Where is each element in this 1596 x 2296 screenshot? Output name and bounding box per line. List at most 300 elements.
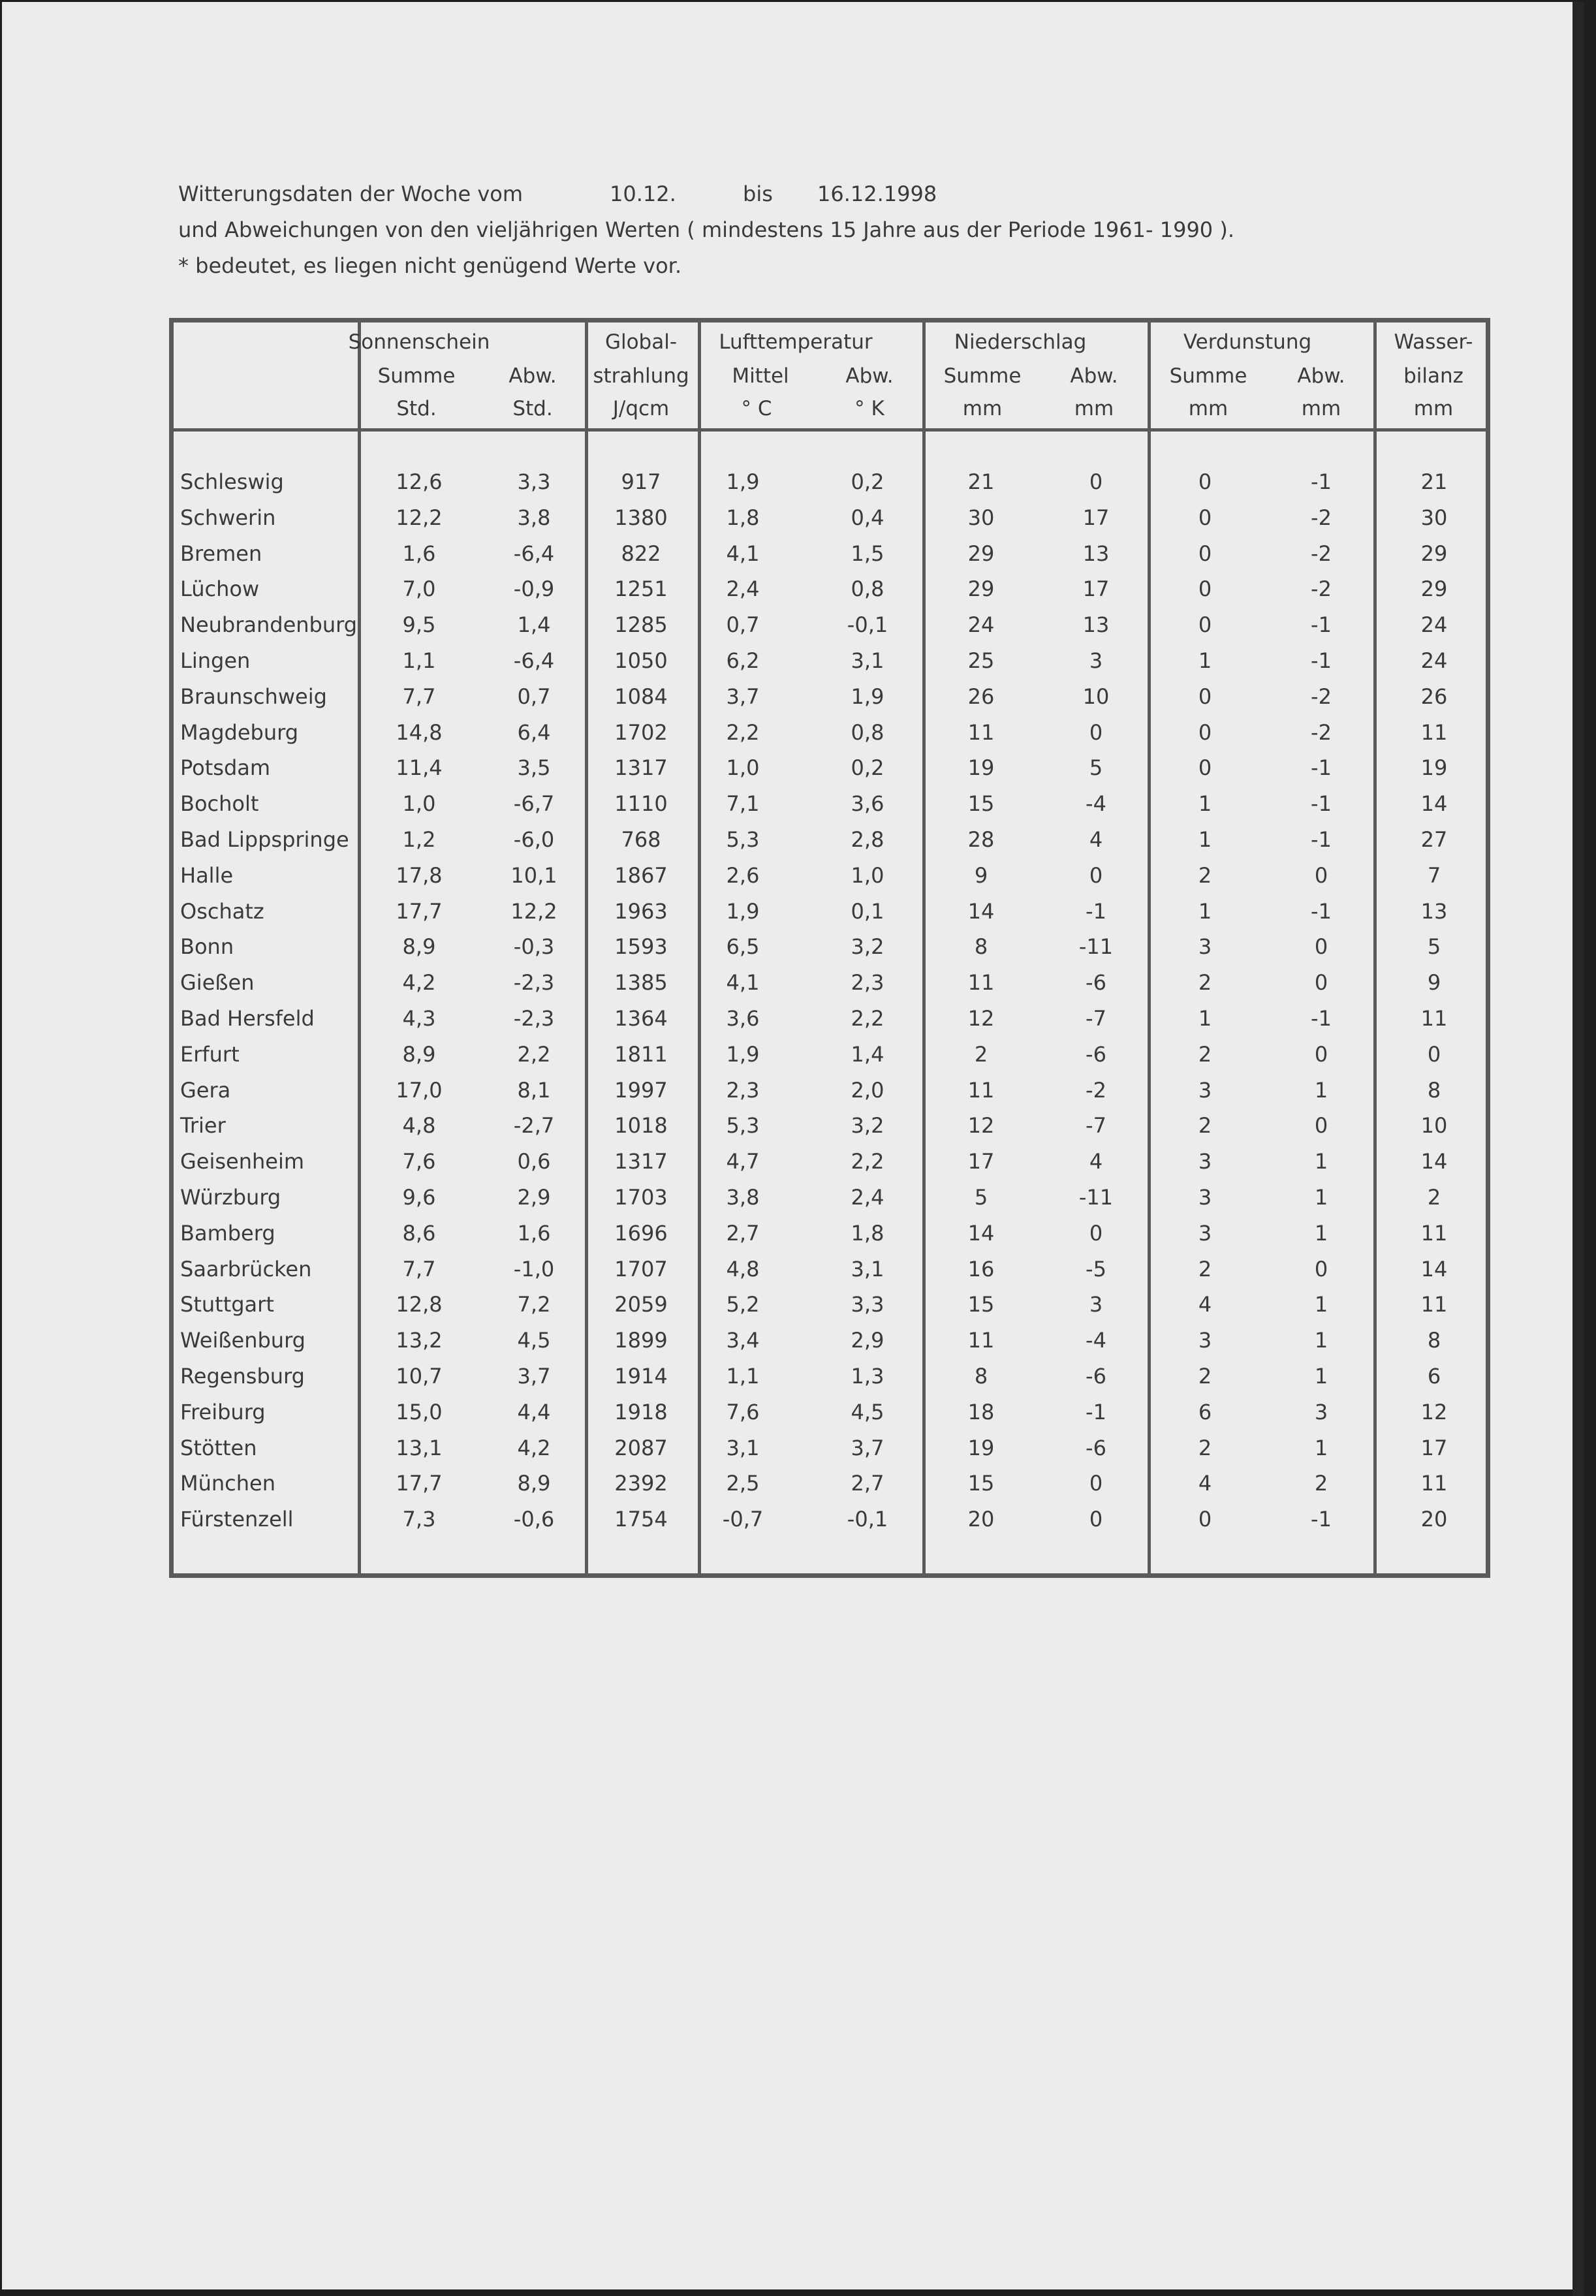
table-cell: 14 bbox=[967, 898, 995, 924]
table-cell: 26 bbox=[1420, 684, 1448, 709]
table-cell: -0,1 bbox=[847, 1507, 888, 1532]
table-cell: 0 bbox=[1198, 505, 1212, 530]
header-line-2: und Abweichungen von den vieljährigen Werten ( mindestens 15 Jahre aus der Periode 1961- 1990 ). bbox=[178, 217, 1234, 242]
table-cell: 1918 bbox=[614, 1399, 668, 1424]
table-cell: 7,7 bbox=[402, 1256, 436, 1282]
table-cell: 6,5 bbox=[726, 934, 760, 960]
table-cell: -2 bbox=[1311, 541, 1332, 566]
table-cell: 19 bbox=[1420, 755, 1448, 781]
table-cell: -1 bbox=[1311, 827, 1332, 852]
table-cell: 1963 bbox=[614, 898, 668, 924]
table-cell: 24 bbox=[1420, 612, 1448, 638]
table-cell: 2,7 bbox=[726, 1220, 760, 1246]
table-cell: 0 bbox=[1198, 541, 1212, 566]
table-cell: 1,1 bbox=[726, 1364, 760, 1389]
table-cell: 10 bbox=[1420, 1113, 1448, 1139]
table-cell: 1110 bbox=[614, 791, 668, 817]
table-cell: 11 bbox=[1420, 1220, 1448, 1246]
table-cell: 11 bbox=[1420, 1006, 1448, 1031]
table-cell: 14 bbox=[1420, 1256, 1448, 1282]
table-cell: -0,3 bbox=[513, 934, 555, 960]
table-cell: 1,0 bbox=[402, 791, 436, 817]
table-cell: 1 bbox=[1314, 1435, 1328, 1460]
table-cell: -6 bbox=[1086, 1041, 1106, 1067]
table-cell: 7,1 bbox=[726, 791, 760, 817]
table-cell: 12,6 bbox=[396, 469, 443, 494]
table-cell: 14 bbox=[1420, 791, 1448, 817]
table-cell: 8,9 bbox=[517, 1471, 551, 1496]
table-cell: 2 bbox=[1198, 1364, 1212, 1389]
table-cell: 17,7 bbox=[396, 898, 443, 924]
station-name: Gießen bbox=[180, 970, 255, 996]
table-cell: -2 bbox=[1311, 719, 1332, 745]
table-cell: 7,2 bbox=[517, 1292, 551, 1317]
table-cell: 3,3 bbox=[517, 469, 551, 494]
table-cell: 4 bbox=[1198, 1471, 1212, 1496]
table-cell: 7,3 bbox=[402, 1507, 436, 1532]
group-lufttemperatur: Lufttemperatur bbox=[719, 330, 873, 354]
table-cell: 3,6 bbox=[726, 1006, 760, 1031]
table-cell: 2,2 bbox=[851, 1006, 884, 1031]
station-name: Lüchow bbox=[180, 576, 260, 602]
table-cell: 10,7 bbox=[396, 1364, 443, 1389]
table-cell: 25 bbox=[967, 648, 995, 673]
unit-degc: ° C bbox=[741, 397, 772, 420]
unit-mm: mm bbox=[962, 397, 1003, 420]
table-cell: 6 bbox=[1427, 1364, 1441, 1389]
table-cell: 4,2 bbox=[517, 1435, 551, 1460]
column-divider bbox=[698, 322, 701, 1573]
table-cell: 1 bbox=[1198, 1006, 1212, 1031]
table-cell: 1 bbox=[1198, 827, 1212, 852]
table-cell: 28 bbox=[967, 827, 995, 852]
table-cell: 19 bbox=[967, 1435, 995, 1460]
table-cell: 8,6 bbox=[402, 1220, 436, 1246]
group-wasser: Wasser- bbox=[1394, 330, 1473, 354]
table-cell: 1050 bbox=[614, 648, 668, 673]
table-cell: 16 bbox=[967, 1256, 995, 1282]
table-cell: 20 bbox=[967, 1507, 995, 1532]
table-cell: 29 bbox=[967, 541, 995, 566]
header-note: * bedeutet, es liegen nicht genügend Werte vor. bbox=[178, 253, 682, 278]
table-cell: 15 bbox=[967, 1471, 995, 1496]
table-cell: 9 bbox=[1427, 970, 1441, 996]
table-cell: -0,6 bbox=[513, 1507, 555, 1532]
table-cell: -2 bbox=[1086, 1077, 1106, 1103]
table-cell: 1,6 bbox=[402, 541, 436, 566]
table-cell: 1,2 bbox=[402, 827, 436, 852]
table-cell: -0,1 bbox=[847, 612, 888, 638]
station-name: Erfurt bbox=[180, 1041, 240, 1067]
table-cell: 13 bbox=[1082, 612, 1110, 638]
table-cell: 0 bbox=[1089, 1507, 1103, 1532]
subhead-abw: Abw. bbox=[1297, 364, 1345, 388]
table-cell: 4 bbox=[1089, 827, 1103, 852]
table-cell: 1707 bbox=[614, 1256, 668, 1282]
table-cell: 11 bbox=[1420, 719, 1448, 745]
table-cell: -5 bbox=[1086, 1256, 1106, 1282]
table-cell: 12,2 bbox=[396, 505, 443, 530]
table-cell: 1867 bbox=[614, 862, 668, 888]
table-cell: 9 bbox=[974, 862, 988, 888]
table-cell: 3,3 bbox=[851, 1292, 884, 1317]
table-cell: 15,0 bbox=[396, 1399, 443, 1424]
table-cell: 917 bbox=[621, 469, 661, 494]
table-cell: 7,6 bbox=[726, 1399, 760, 1424]
table-cell: 0 bbox=[1314, 1256, 1328, 1282]
station-name: Freiburg bbox=[180, 1399, 266, 1424]
station-name: Schleswig bbox=[180, 469, 284, 494]
scan-edge bbox=[1573, 2, 1584, 2296]
table-cell: 0,4 bbox=[851, 505, 884, 530]
table-cell: 2 bbox=[1198, 1113, 1212, 1139]
station-name: Bremen bbox=[180, 541, 262, 566]
table-cell: 2,2 bbox=[851, 1149, 884, 1174]
table-cell: 29 bbox=[1420, 541, 1448, 566]
table-cell: -2 bbox=[1311, 684, 1332, 709]
table-cell: 1,4 bbox=[851, 1041, 884, 1067]
table-cell: 0 bbox=[1089, 862, 1103, 888]
table-cell: 3,8 bbox=[726, 1185, 760, 1210]
unit-std: Std. bbox=[396, 397, 437, 420]
table-cell: 12 bbox=[967, 1113, 995, 1139]
table-cell: -1 bbox=[1311, 469, 1332, 494]
table-cell: -1 bbox=[1311, 755, 1332, 781]
group-verdunstung: Verdunstung bbox=[1183, 330, 1312, 354]
table-cell: -6,4 bbox=[513, 541, 555, 566]
table-cell: 1899 bbox=[614, 1328, 668, 1353]
table-cell: 6,2 bbox=[726, 648, 760, 673]
table-cell: 6,4 bbox=[517, 719, 551, 745]
subhead-summe: Summe bbox=[377, 364, 456, 388]
table-cell: 1593 bbox=[614, 934, 668, 960]
table-cell: -6,7 bbox=[513, 791, 555, 817]
table-cell: 19 bbox=[967, 755, 995, 781]
table-cell: 1317 bbox=[614, 1149, 668, 1174]
table-cell: 0 bbox=[1089, 1471, 1103, 1496]
table-cell: 0 bbox=[1314, 1041, 1328, 1067]
table-cell: 2087 bbox=[614, 1435, 668, 1460]
table-cell: 15 bbox=[967, 1292, 995, 1317]
station-name: Halle bbox=[180, 862, 234, 888]
table-cell: 3 bbox=[1198, 1220, 1212, 1246]
table-cell: 11 bbox=[967, 719, 995, 745]
table-cell: -1 bbox=[1311, 791, 1332, 817]
table-cell: 17,7 bbox=[396, 1471, 443, 1496]
table-cell: 9,5 bbox=[402, 612, 436, 638]
unit-degk: ° K bbox=[854, 397, 884, 420]
table-cell: 10 bbox=[1082, 684, 1110, 709]
station-name: Trier bbox=[180, 1113, 226, 1139]
table-cell: 1385 bbox=[614, 970, 668, 996]
table-cell: 2,9 bbox=[517, 1185, 551, 1210]
station-name: Fürstenzell bbox=[180, 1507, 294, 1532]
table-cell: 1,6 bbox=[517, 1220, 551, 1246]
table-cell: 4,2 bbox=[402, 970, 436, 996]
table-cell: 1 bbox=[1314, 1149, 1328, 1174]
date-from: 10.12. bbox=[610, 181, 676, 206]
table-cell: -6 bbox=[1086, 970, 1106, 996]
table-cell: 1 bbox=[1198, 648, 1212, 673]
table-cell: 7 bbox=[1427, 862, 1441, 888]
table-cell: 3,2 bbox=[851, 1113, 884, 1139]
table-cell: -2 bbox=[1311, 576, 1332, 602]
table-cell: 17 bbox=[967, 1149, 995, 1174]
table-cell: 17 bbox=[1420, 1435, 1448, 1460]
table-cell: 3,8 bbox=[517, 505, 551, 530]
table-cell: 3,7 bbox=[726, 684, 760, 709]
table-cell: 14 bbox=[1420, 1149, 1448, 1174]
table-cell: 30 bbox=[1420, 505, 1448, 530]
table-cell: 0,2 bbox=[851, 469, 884, 494]
table-cell: 13 bbox=[1420, 898, 1448, 924]
table-cell: 3 bbox=[1089, 1292, 1103, 1317]
table-cell: 1,9 bbox=[726, 898, 760, 924]
station-name: München bbox=[180, 1471, 276, 1496]
table-cell: -11 bbox=[1078, 934, 1114, 960]
table-cell: 15 bbox=[967, 791, 995, 817]
table-cell: 11 bbox=[967, 1328, 995, 1353]
column-divider bbox=[358, 322, 361, 1573]
table-cell: 13,2 bbox=[396, 1328, 443, 1353]
table-cell: -11 bbox=[1078, 1185, 1114, 1210]
table-cell: 3,7 bbox=[517, 1364, 551, 1389]
station-name: Saarbrücken bbox=[180, 1256, 312, 1282]
table-cell: 1084 bbox=[614, 684, 668, 709]
table-cell: 3,5 bbox=[517, 755, 551, 781]
table-cell: 1 bbox=[1314, 1364, 1328, 1389]
table-cell: 0 bbox=[1198, 684, 1212, 709]
station-name: Bad Lippspringe bbox=[180, 827, 349, 852]
table-cell: 4,1 bbox=[726, 541, 760, 566]
table-cell: 8 bbox=[974, 934, 988, 960]
table-cell: 3,2 bbox=[851, 934, 884, 960]
group-global: Global- bbox=[604, 330, 678, 354]
table-cell: 13,1 bbox=[396, 1435, 443, 1460]
table-cell: 1,8 bbox=[726, 505, 760, 530]
unit-mm: mm bbox=[1188, 397, 1228, 420]
table-cell: 1 bbox=[1314, 1220, 1328, 1246]
date-bis: bis bbox=[743, 181, 773, 206]
table-cell: 2392 bbox=[614, 1471, 668, 1496]
table-cell: 8,1 bbox=[517, 1077, 551, 1103]
table-cell: 1251 bbox=[614, 576, 668, 602]
column-divider bbox=[1373, 322, 1377, 1573]
table-cell: -6 bbox=[1086, 1435, 1106, 1460]
table-cell: 5 bbox=[1427, 934, 1441, 960]
table-cell: 30 bbox=[967, 505, 995, 530]
table-cell: 1,0 bbox=[726, 755, 760, 781]
table-cell: 4,5 bbox=[517, 1328, 551, 1353]
station-name: Magdeburg bbox=[180, 719, 299, 745]
table-cell: 0 bbox=[1314, 970, 1328, 996]
table-cell: 5,3 bbox=[726, 1113, 760, 1139]
table-cell: -1 bbox=[1086, 898, 1106, 924]
table-cell: 0 bbox=[1198, 755, 1212, 781]
station-name: Weißenburg bbox=[180, 1328, 305, 1353]
table-cell: 18 bbox=[967, 1399, 995, 1424]
table-cell: 2 bbox=[1198, 1435, 1212, 1460]
table-cell: 1702 bbox=[614, 719, 668, 745]
table-cell: 8 bbox=[1427, 1077, 1441, 1103]
table-cell: -6,4 bbox=[513, 648, 555, 673]
table-cell: 0 bbox=[1198, 576, 1212, 602]
table-cell: -4 bbox=[1086, 1328, 1106, 1353]
table-cell: 1018 bbox=[614, 1113, 668, 1139]
table-cell: -7 bbox=[1086, 1113, 1106, 1139]
table-cell: 4,8 bbox=[726, 1256, 760, 1282]
table-cell: 0,2 bbox=[851, 755, 884, 781]
table-cell: 6 bbox=[1198, 1399, 1212, 1424]
table-cell: 2,9 bbox=[851, 1328, 884, 1353]
table-cell: 0 bbox=[1314, 862, 1328, 888]
station-name: Lingen bbox=[180, 648, 251, 673]
table-cell: 1997 bbox=[614, 1077, 668, 1103]
table-cell: 2,0 bbox=[851, 1077, 884, 1103]
table-cell: 3 bbox=[1198, 934, 1212, 960]
table-cell: 2 bbox=[1198, 862, 1212, 888]
table-cell: 1914 bbox=[614, 1364, 668, 1389]
table-cell: 1,5 bbox=[851, 541, 884, 566]
table-cell: 7,7 bbox=[402, 684, 436, 709]
table-cell: 3,6 bbox=[851, 791, 884, 817]
table-cell: 0 bbox=[1089, 719, 1103, 745]
station-name: Oschatz bbox=[180, 898, 264, 924]
table-cell: 1 bbox=[1198, 898, 1212, 924]
table-cell: 4,1 bbox=[726, 970, 760, 996]
table-cell: 2 bbox=[1427, 1185, 1441, 1210]
table-cell: 0 bbox=[1314, 1113, 1328, 1139]
table-cell: 2,5 bbox=[726, 1471, 760, 1496]
table-cell: -1 bbox=[1311, 1006, 1332, 1031]
table-cell: -2,7 bbox=[513, 1113, 555, 1139]
table-cell: 7,6 bbox=[402, 1149, 436, 1174]
table-cell: 5 bbox=[1089, 755, 1103, 781]
unit-jqcm: J/qcm bbox=[612, 397, 670, 420]
table-cell: 2,3 bbox=[726, 1077, 760, 1103]
table-cell: 2059 bbox=[614, 1292, 668, 1317]
table-cell: 1,9 bbox=[726, 1041, 760, 1067]
table-cell: 4,7 bbox=[726, 1149, 760, 1174]
table-cell: 3 bbox=[1198, 1149, 1212, 1174]
table-cell: 1,0 bbox=[851, 862, 884, 888]
table-cell: 21 bbox=[1420, 469, 1448, 494]
station-name: Bonn bbox=[180, 934, 234, 960]
table-cell: -6,0 bbox=[513, 827, 555, 852]
table-cell: 14 bbox=[967, 1220, 995, 1246]
station-name: Bad Hersfeld bbox=[180, 1006, 315, 1031]
station-name: Bocholt bbox=[180, 791, 259, 817]
table-cell: -0,7 bbox=[722, 1507, 764, 1532]
group-niederschlag: Niederschlag bbox=[954, 330, 1087, 354]
table-cell: 11 bbox=[967, 970, 995, 996]
table-cell: 0,1 bbox=[851, 898, 884, 924]
table-cell: 2,3 bbox=[851, 970, 884, 996]
table-cell: 20 bbox=[1420, 1507, 1448, 1532]
table-cell: -4 bbox=[1086, 791, 1106, 817]
table-cell: 5,3 bbox=[726, 827, 760, 852]
unit-mm: mm bbox=[1413, 397, 1454, 420]
table-cell: 8 bbox=[974, 1364, 988, 1389]
header-divider bbox=[174, 428, 1486, 432]
table-cell: -1 bbox=[1311, 1507, 1332, 1532]
table-cell: 11 bbox=[1420, 1292, 1448, 1317]
table-cell: 3,1 bbox=[851, 1256, 884, 1282]
table-cell: 8,9 bbox=[402, 1041, 436, 1067]
table-cell: 5,2 bbox=[726, 1292, 760, 1317]
subhead-strahlung: strahlung bbox=[593, 364, 689, 388]
table-cell: 2,2 bbox=[726, 719, 760, 745]
table-cell: -1 bbox=[1311, 648, 1332, 673]
table-cell: 17,8 bbox=[396, 862, 443, 888]
table-cell: 4,3 bbox=[402, 1006, 436, 1031]
table-cell: 27 bbox=[1420, 827, 1448, 852]
group-sonnenschein: Sonnenschein bbox=[348, 330, 490, 354]
table-cell: -6 bbox=[1086, 1364, 1106, 1389]
table-cell: 1,8 bbox=[851, 1220, 884, 1246]
table-cell: -2,3 bbox=[513, 970, 555, 996]
table-cell: 3 bbox=[1198, 1077, 1212, 1103]
table-cell: 24 bbox=[967, 612, 995, 638]
table-cell: 26 bbox=[967, 684, 995, 709]
table-cell: 1,1 bbox=[402, 648, 436, 673]
weather-table bbox=[169, 318, 1490, 1578]
table-cell: -1,0 bbox=[513, 1256, 555, 1282]
table-cell: 2 bbox=[974, 1041, 988, 1067]
table-cell: 10,1 bbox=[510, 862, 557, 888]
table-cell: 5 bbox=[974, 1185, 988, 1210]
table-cell: 822 bbox=[621, 541, 661, 566]
subhead-abw: Abw. bbox=[845, 364, 894, 388]
table-cell: 7,0 bbox=[402, 576, 436, 602]
unit-mm: mm bbox=[1301, 397, 1341, 420]
table-cell: 2 bbox=[1198, 970, 1212, 996]
table-cell: 8,9 bbox=[402, 934, 436, 960]
table-cell: 11 bbox=[967, 1077, 995, 1103]
table-cell: 3,4 bbox=[726, 1328, 760, 1353]
station-name: Geisenheim bbox=[180, 1149, 305, 1174]
table-cell: -1 bbox=[1311, 898, 1332, 924]
table-cell: 1696 bbox=[614, 1220, 668, 1246]
table-cell: -7 bbox=[1086, 1006, 1106, 1031]
table-cell: 0 bbox=[1089, 469, 1103, 494]
unit-mm: mm bbox=[1074, 397, 1114, 420]
header-title: Witterungsdaten der Woche vom bbox=[178, 181, 524, 206]
table-cell: 14,8 bbox=[396, 719, 443, 745]
table-cell: 2,8 bbox=[851, 827, 884, 852]
subhead-summe: Summe bbox=[943, 364, 1022, 388]
table-cell: 29 bbox=[1420, 576, 1448, 602]
table-cell: 3,1 bbox=[851, 648, 884, 673]
station-name: Regensburg bbox=[180, 1364, 305, 1389]
station-name: Stuttgart bbox=[180, 1292, 274, 1317]
station-name: Bamberg bbox=[180, 1220, 275, 1246]
table-cell: 3 bbox=[1314, 1399, 1328, 1424]
table-cell: 2,4 bbox=[726, 576, 760, 602]
table-cell: 11,4 bbox=[396, 755, 443, 781]
table-cell: 1754 bbox=[614, 1507, 668, 1532]
table-cell: 768 bbox=[621, 827, 661, 852]
table-cell: 0 bbox=[1198, 469, 1212, 494]
table-cell: 9,6 bbox=[402, 1185, 436, 1210]
table-cell: 0,8 bbox=[851, 719, 884, 745]
table-cell: 1 bbox=[1314, 1185, 1328, 1210]
date-to: 16.12.1998 bbox=[817, 181, 937, 206]
table-cell: 2,4 bbox=[851, 1185, 884, 1210]
table-cell: 3 bbox=[1198, 1328, 1212, 1353]
table-cell: 4,8 bbox=[402, 1113, 436, 1139]
table-cell: 1285 bbox=[614, 612, 668, 638]
